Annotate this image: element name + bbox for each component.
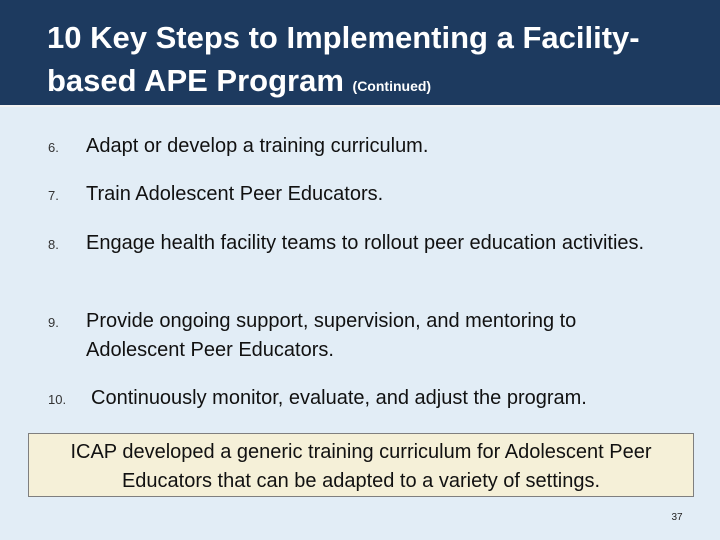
list-item [48,180,678,209]
title-subtitle: (Continued) [352,78,432,94]
step-text: Engage health facility teams to rollout peer education activities. [86,232,645,254]
step-text: Train Adolescent Peer Educators. [86,183,384,205]
slide-title [47,16,697,108]
callout-box: ICAP developed a generic training curriculum for Adolescent Peer Educators that can be adapted to a variety of settings. [28,433,694,497]
title-text: 10 Key Steps to Implementing a Facility-based APE Program [47,20,640,98]
page-number: 37 [671,512,683,523]
step-text: Continuously monitor, evaluate, and adjust the program. [91,387,587,409]
list-item [48,229,678,258]
step-text: Provide ongoing support, supervision, and mentoring to Adolescent Peer Educators. [86,310,577,361]
step-number: 9. [48,315,59,330]
step-number: 10. [48,392,67,407]
list-item [48,384,678,413]
step-number: 6. [48,140,59,155]
title-bar [0,0,720,107]
step-number: 8. [48,237,59,252]
step-text: Adapt or develop a training curriculum. [86,135,429,157]
list-item [48,132,678,161]
step-number: 7. [48,188,59,203]
list-item [48,307,678,365]
